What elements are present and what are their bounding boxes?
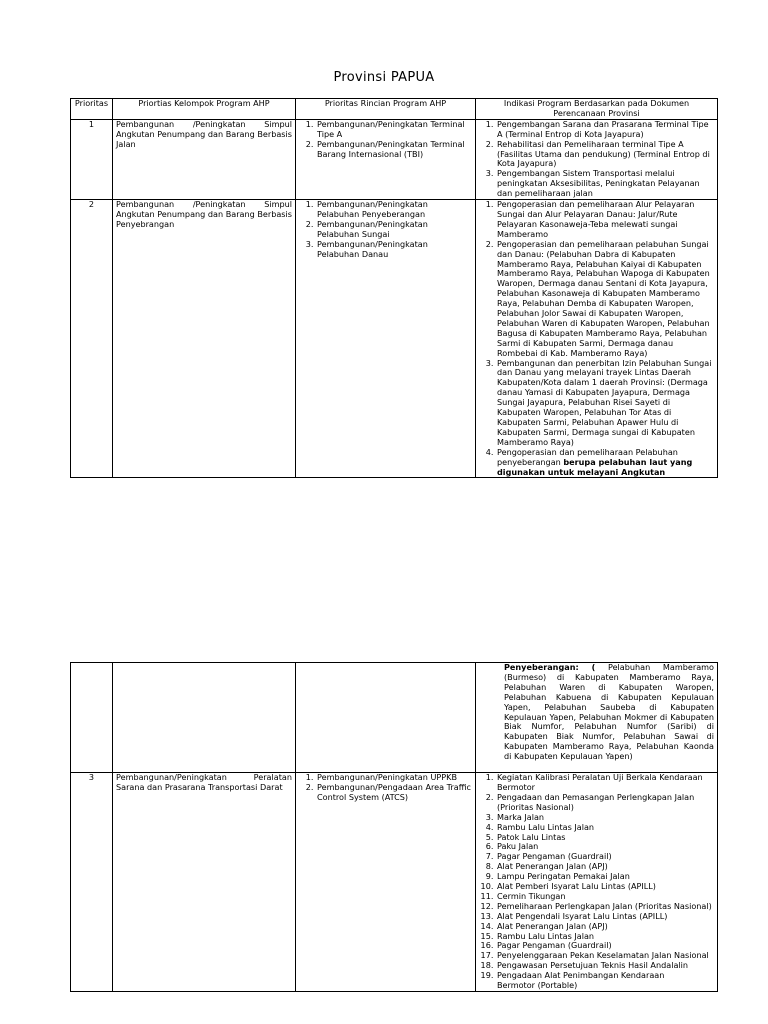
list-item: 1. Pengembangan Sarana dan Prasarana Terminal Tipe A (Terminal Entrop di Kota Jayapura) (496, 120, 714, 140)
header-rincian-program: Prioritas Rincian Program AHP (296, 99, 476, 120)
row-number: 2 (71, 200, 113, 478)
indication-text: Pelabuhan Mamberamo (Burmeso) di Kabupaten Mamberamo Raya, Pelabuhan Waren di Kabupaten Waropen, Pelabuhan Kabuena di Kabupaten Kepulauan Yapen, Pelabuhan Saubeba di Kabupaten Kepulauan Yapen, Pelabuhan Mokmer di Kabupaten Biak Numfor, Pelabuhan Numfor (Saribi) di Kabupaten Biak Numfor, Pelabuhan Sawai di Kabupaten Mamberamo Raya, Pelabuhan Kaonda di Kabupaten Kepulauan Yapen) (504, 662, 714, 762)
program-group: Pembangunan /Peningkatan Simpul Angkutan Penumpang dan Barang Berbasis Jalan (113, 119, 296, 199)
list-item: 3. Pembangunan dan penerbitan Izin Pelabuhan Sungai dan Danau yang melayani trayek Lintas Daerah Kabupaten/Kota dalam 1 daerah Provinsi: (Dermaga danau Yamasi di Kabupaten Jayapura, Dermaga Sungai Jayapura, Pelabuhan Risei Sayeti di Kabupaten Waropen, Pelabuhan Tor Atas di Kabupaten Sarmi, Pelabuhan Apawer Hulu di Kabupaten Sarmi, Dermaga sungai di Kabupaten Mamberamo Raya) (496, 359, 714, 448)
table-row (71, 119, 718, 199)
header-kelompok-program: Priortias Kelompok Program AHP (113, 99, 296, 120)
list-item: 5. Patok Lalu Lintas (496, 833, 714, 843)
list-item: 1. Pembangunan/Peningkatan Terminal Tipe A (316, 120, 472, 140)
header-indikasi-program: Indikasi Program Berdasarkan pada Dokumen Perencanaan Provinsi (476, 99, 718, 120)
list-item: 17. Penyelenggaraan Pekan Keselamatan Jalan Nasional (496, 951, 714, 961)
list-item: 2. Pengoperasian dan pemeliharaan pelabuhan Sungai dan Danau: (Pelabuhan Dabra di Kabupaten Mamberamo Raya, Pelabuhan Kaiyai di Kabupaten Mamberamo Raya, Pelabuhan Wapoga di Kabupaten Waropen, Dermaga danau Sentani di Kota Jayapura, Pelabuhan Kasonaweja di Kabupaten Mamberamo Raya, Pelabuhan Demba di Kabupaten Waropen, Pelabuhan Jolor Sawai di Kabupaten Waropen, Pelabuhan Waren di Kabupaten Waropen, Pelabuhan Bagusa di Kabupaten Mamberamo Raya, Pelabuhan Sarmi di Kabupaten Sarmi, Dermaga danau Rombebai di Kab. Mamberamo Raya) (496, 240, 714, 359)
list-item: 4. Rambu Lalu Lintas Jalan (496, 823, 714, 833)
indication-bold-text: berupa pelabuhan laut yang digunakan untuk melayani Angkutan (497, 456, 693, 477)
list-item: 18. Pengawasan Persetujuan Teknis Hasil Andalalin (496, 961, 714, 971)
list-item (496, 448, 714, 478)
list-item: 12. Pemeliharaan Perlengkapan Jalan (Prioritas Nasional) (496, 902, 714, 912)
program-indications (476, 773, 718, 992)
row-number: 3 (71, 773, 113, 992)
list-item: 7. Pagar Pengaman (Guardrail) (496, 852, 714, 862)
list-item: 2. Pembangunan/Peningkatan Pelabuhan Sungai (316, 220, 472, 240)
table-row (71, 773, 718, 992)
list-item: 2. Pembangunan/Peningkatan Terminal Barang Internasional (TBI) (316, 140, 472, 160)
list-item: 6. Paku Jalan (496, 842, 714, 852)
program-indications (476, 119, 718, 199)
program-indications (476, 200, 718, 478)
list-item: 1. Pembangunan/Peningkatan Pelabuhan Penyeberangan (316, 200, 472, 220)
list-item: 2. Pengadaan dan Pemasangan Perlengkapan Jalan (Prioritas Nasional) (496, 793, 714, 813)
program-table-part-1 (70, 98, 718, 478)
list-item: 1. Pengoperasian dan pemeliharaan Alur Pelayaran Sungai dan Alur Pelayaran Danau: Jalur/Rute Pelayaran Kasonaweja-Teba melewati sungai Mamberamo (496, 200, 714, 240)
header-prioritas: Prioritas (71, 99, 113, 120)
indication-text: Pengoperasian dan pemeliharaan Pelabuhan penyeberangan (497, 446, 678, 467)
program-details (296, 773, 476, 992)
list-item: 3. Pengembangan Sistem Transportasi melalui peningkatan Aksesibilitas, Peningkatan Pelayanan dan pemeliharaan jalan (496, 169, 714, 199)
list-item: 2. Rehabilitasi dan Pemeliharaan terminal Tipe A (Fasilitas Utama dan pendukung) (Terminal Entrop di Kota Jayapura) (496, 140, 714, 170)
list-item: 1. Pembangunan/Peningkatan UPPKB (316, 773, 472, 783)
list-item: 8. Alat Penerangan Jalan (APJ) (496, 862, 714, 872)
list-item (496, 971, 714, 991)
list-item: 10. Alat Pemberi Isyarat Lalu Lintas (APILL) (496, 882, 714, 892)
list-item: 14. Alat Penerangan Jalan (APJ) (496, 922, 714, 932)
program-group: Pembangunan /Peningkatan Simpul Angkutan Penumpang dan Barang Berbasis Penyebrangan (113, 200, 296, 478)
list-item: 1. Kegiatan Kalibrasi Peralatan Uji Berkala Kendaraan Bermotor (496, 773, 714, 793)
list-item: 15. Rambu Lalu Lintas Jalan (496, 932, 714, 942)
list-item: 3. Marka Jalan (496, 813, 714, 823)
list-item: 13. Alat Pengendali Isyarat Lalu Lintas (APILL) (496, 912, 714, 922)
indication-text: Bermotor (Portable) (497, 980, 578, 991)
row-number: 1 (71, 119, 113, 199)
program-details (296, 200, 476, 478)
table-row (71, 663, 718, 773)
indication-text: Pengadaan Alat Penimbangan Kendaraan (497, 970, 665, 981)
program-group: Pembangunan/Peningkatan Peralatan Sarana dan Prasarana Transportasi Darat (113, 773, 296, 992)
program-indications-continued (476, 663, 718, 773)
indication-bold-text: Penyeberangan: ( (504, 662, 596, 672)
list-item: 9. Lampu Peringatan Pemakai Jalan (496, 872, 714, 882)
program-details (296, 119, 476, 199)
list-item: 3. Pembangunan/Peningkatan Pelabuhan Danau (316, 240, 472, 260)
program-table-part-2 (70, 662, 718, 992)
table-row (71, 200, 718, 478)
list-item: 11. Cermin Tikungan (496, 892, 714, 902)
list-item: 2. Pembangunan/Pengadaan Area Traffic Control System (ATCS) (316, 783, 472, 803)
page-title: Provinsi PAPUA (333, 70, 435, 85)
table-header-row (71, 99, 718, 120)
list-item: 16. Pagar Pengaman (Guardrail) (496, 941, 714, 951)
